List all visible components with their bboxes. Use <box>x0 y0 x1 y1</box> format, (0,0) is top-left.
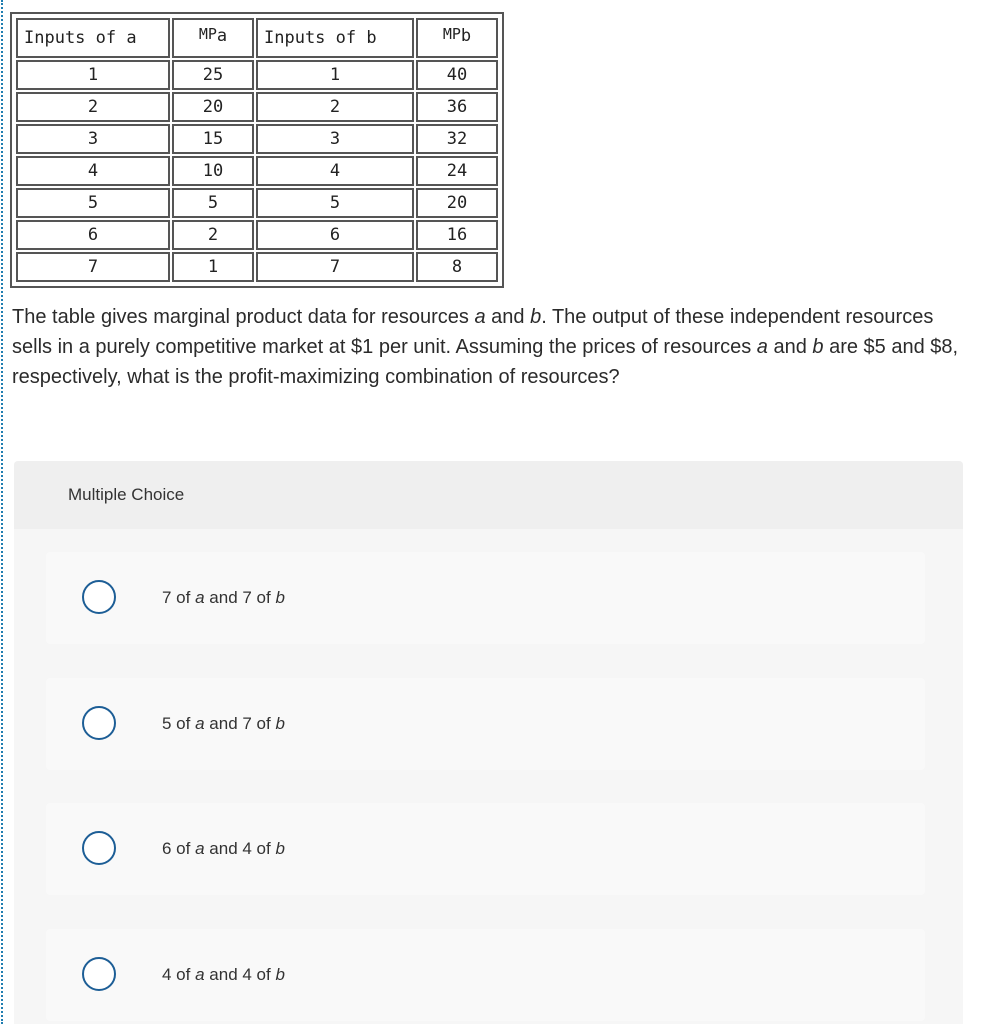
panel-header <box>14 461 963 529</box>
cell-mp-b: 20 <box>416 188 498 218</box>
table-row <box>16 60 498 90</box>
header-mp-b <box>416 18 498 58</box>
cell-mp-b: 24 <box>416 156 498 186</box>
cell-inputs-a: 4 <box>16 156 170 186</box>
cell-mp-a: 5 <box>172 188 254 218</box>
question-text: The table gives marginal product data for resources a and b. The output of these independent resources sells in a purely competitive market at $1 per unit. Assuming the prices of resources a and b are $5 and $8, respectively, what is the profit-maximizing combination of resources? <box>12 306 959 388</box>
option-label: 5 of a and 7 of b <box>162 714 285 733</box>
cell-mp-a: 15 <box>172 124 254 154</box>
table-row <box>16 220 498 250</box>
table-row <box>16 124 498 154</box>
cell-mp-b: 16 <box>416 220 498 250</box>
cell-mp-b: 8 <box>416 252 498 282</box>
cell-mp-a: 20 <box>172 92 254 122</box>
option-label: 7 of a and 7 of b <box>162 588 285 607</box>
cell-mp-b: 32 <box>416 124 498 154</box>
radio-button-icon[interactable] <box>82 706 116 740</box>
radio-button-icon[interactable] <box>82 957 116 991</box>
multiple-choice-label: Multiple Choice <box>68 485 185 504</box>
cell-inputs-b: 1 <box>256 60 414 90</box>
option-label: 4 of a and 4 of b <box>162 965 285 984</box>
cell-inputs-a: 2 <box>16 92 170 122</box>
cell-mp-b: 36 <box>416 92 498 122</box>
cell-inputs-a: 3 <box>16 124 170 154</box>
answer-option[interactable] <box>46 803 925 895</box>
cell-inputs-b: 6 <box>256 220 414 250</box>
header-mp-b-sub: b <box>460 26 472 46</box>
table-row <box>16 252 498 282</box>
answer-option[interactable] <box>46 678 925 770</box>
cell-mp-a: 25 <box>172 60 254 90</box>
cell-mp-a: 2 <box>172 220 254 250</box>
left-dotted-border <box>1 0 3 1024</box>
header-mp-a-sub: a <box>216 26 228 46</box>
cell-inputs-a: 6 <box>16 220 170 250</box>
mp-table <box>14 16 500 284</box>
header-inputs-b: Inputs of b <box>256 18 414 58</box>
cell-mp-b: 40 <box>416 60 498 90</box>
table-row <box>16 156 498 186</box>
table-row <box>16 92 498 122</box>
cell-inputs-b: 7 <box>256 252 414 282</box>
header-mp-a <box>172 18 254 58</box>
header-mp-a-main: MP <box>198 25 217 43</box>
radio-button-icon[interactable] <box>82 580 116 614</box>
cell-inputs-b: 3 <box>256 124 414 154</box>
cell-inputs-b: 5 <box>256 188 414 218</box>
answer-option[interactable] <box>46 552 925 644</box>
radio-button-icon[interactable] <box>82 831 116 865</box>
cell-inputs-a: 1 <box>16 60 170 90</box>
table-header-row <box>16 18 498 58</box>
table-row <box>16 188 498 218</box>
header-mp-b-main: MP <box>442 25 461 43</box>
cell-mp-a: 10 <box>172 156 254 186</box>
cell-mp-a: 1 <box>172 252 254 282</box>
header-inputs-a: Inputs of a <box>16 18 170 58</box>
cell-inputs-b: 4 <box>256 156 414 186</box>
answer-option[interactable] <box>46 929 925 1021</box>
cell-inputs-b: 2 <box>256 92 414 122</box>
cell-inputs-a: 7 <box>16 252 170 282</box>
multiple-choice-panel <box>14 461 963 1024</box>
cell-inputs-a: 5 <box>16 188 170 218</box>
option-label: 6 of a and 4 of b <box>162 839 285 858</box>
marginal-product-table <box>10 12 504 288</box>
